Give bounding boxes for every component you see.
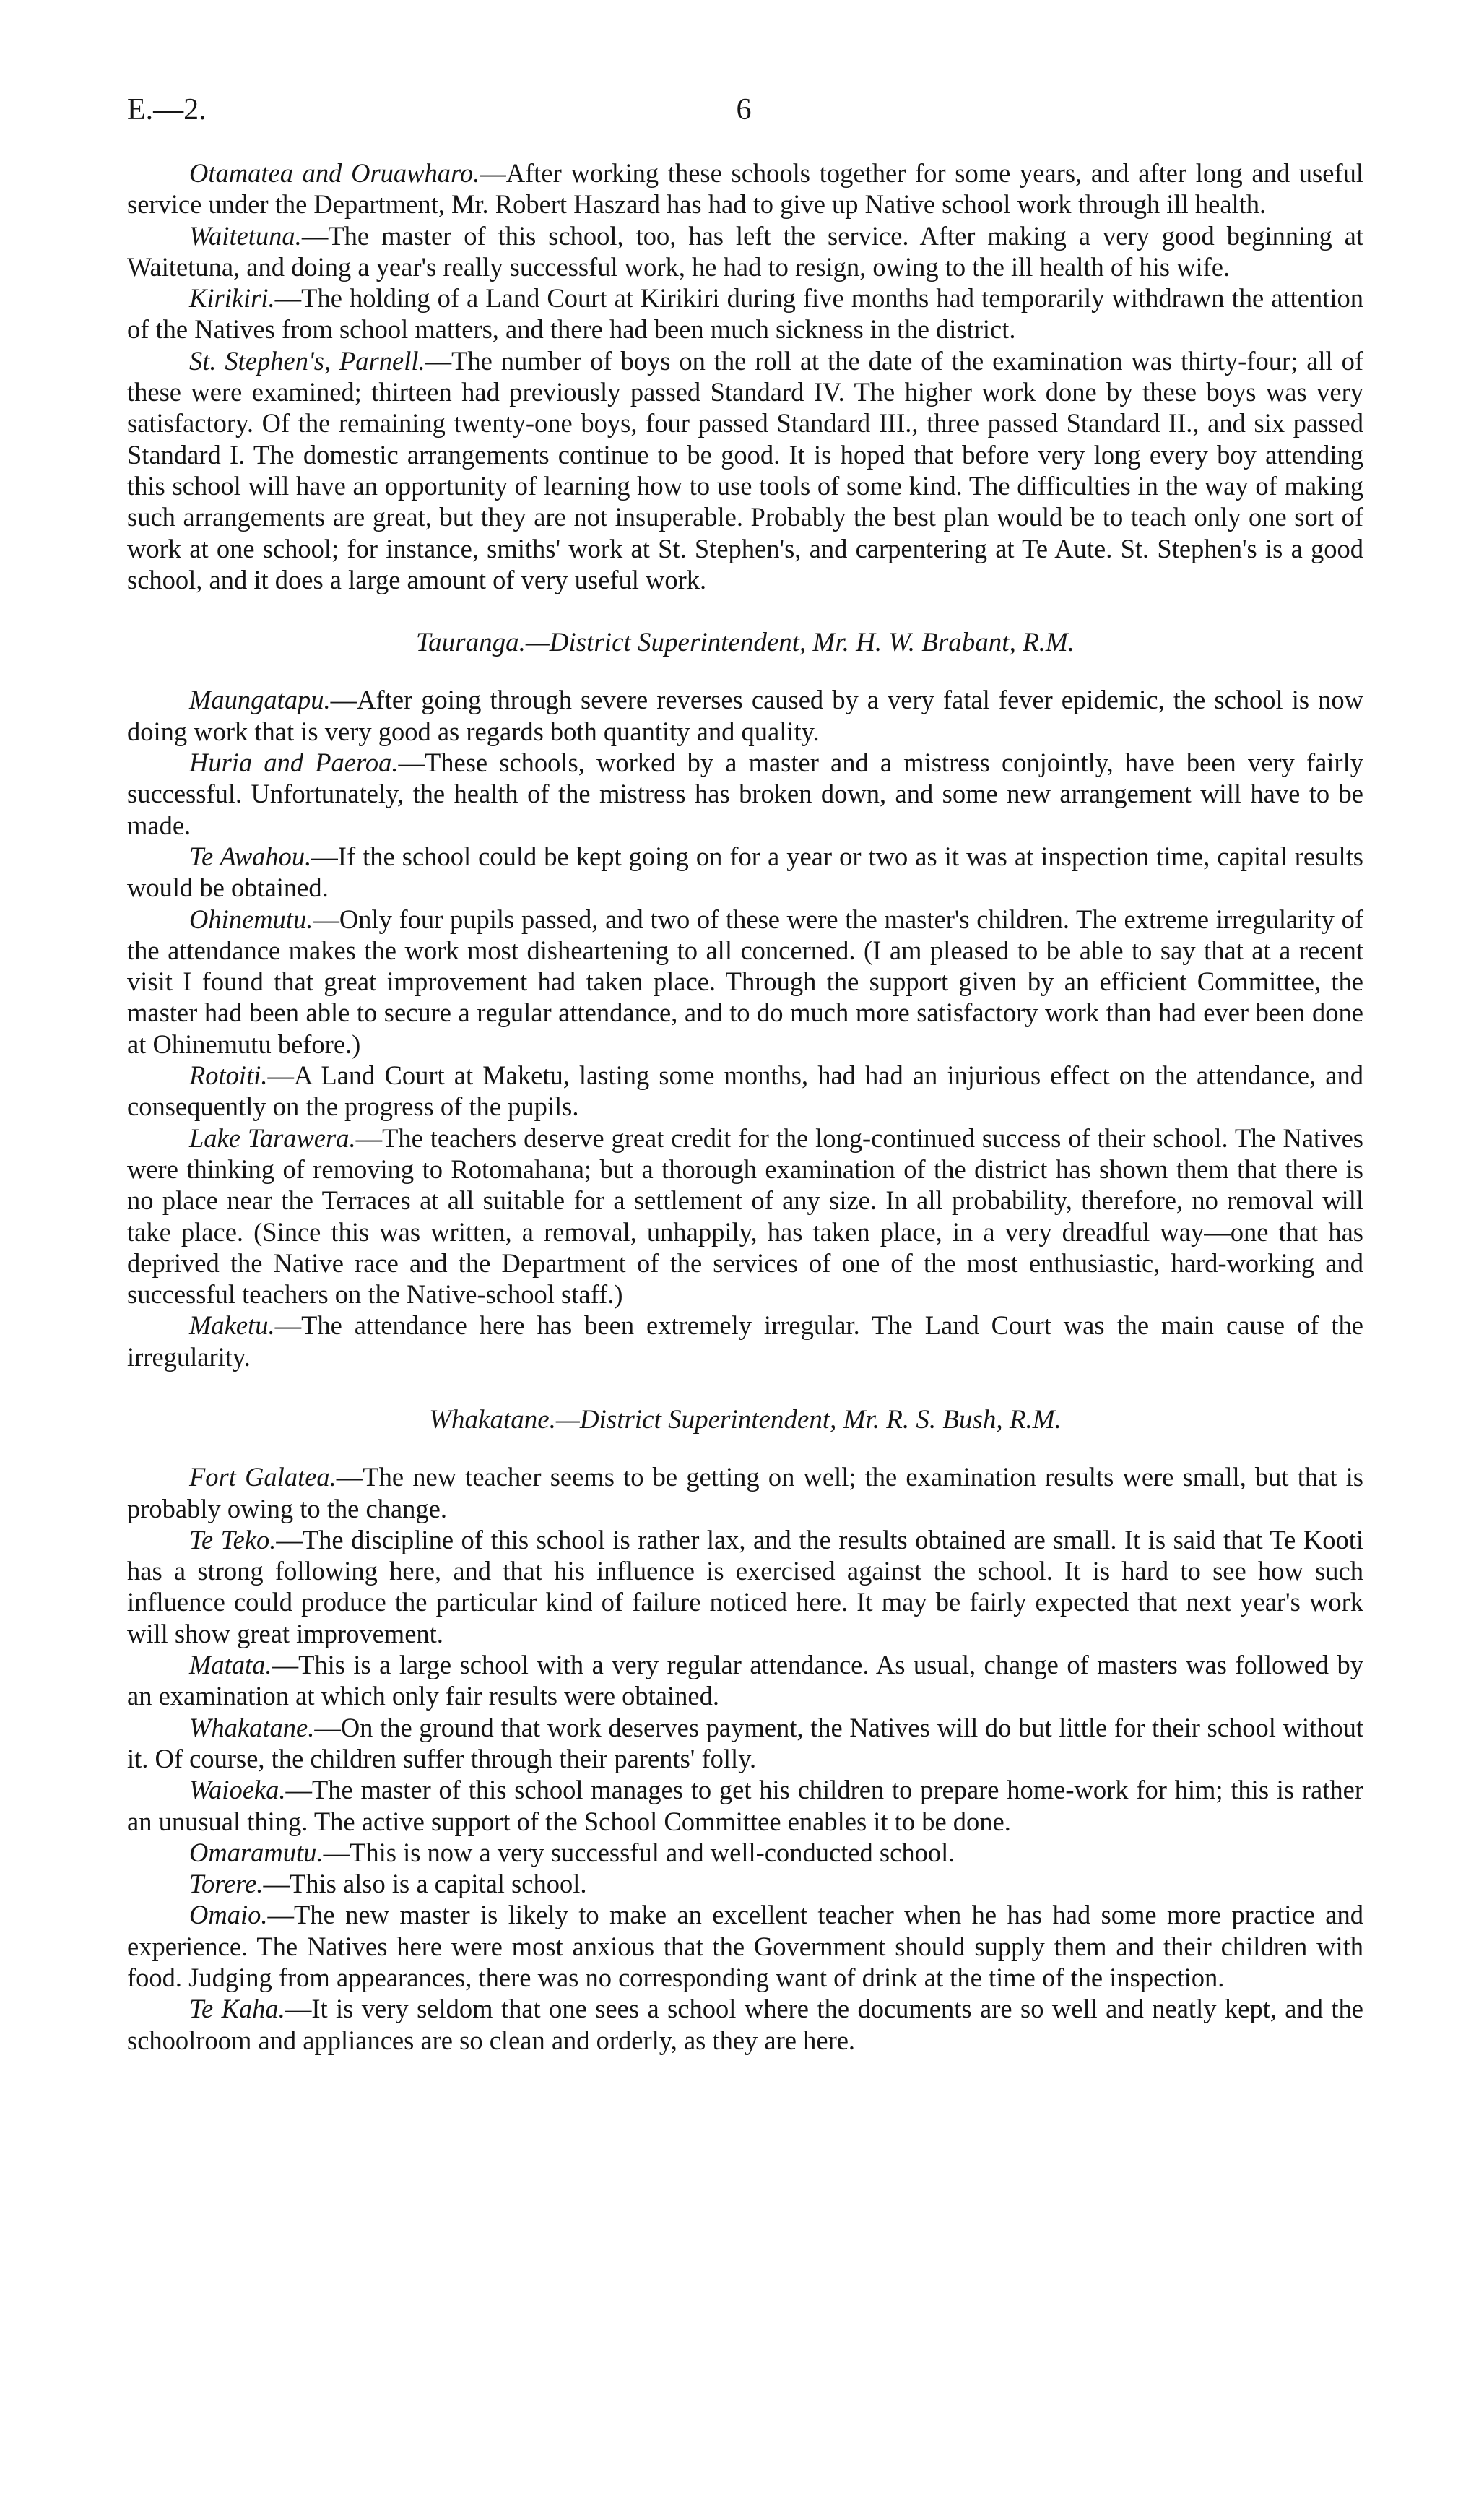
school-name: Ohinemutu.	[189, 904, 313, 934]
paragraph-text: —This also is a capital school.	[263, 1869, 587, 1899]
school-name: Omaio.	[189, 1900, 268, 1930]
paragraph	[127, 1060, 1363, 1123]
paragraph	[127, 1461, 1363, 1524]
paragraph	[127, 1993, 1363, 2056]
section-heading: Whakatane.—District Superintendent, Mr. R. S. Bush, R.M.	[429, 1404, 1062, 1435]
school-name: Whakatane.	[189, 1712, 315, 1742]
paragraph-text: —These schools, worked by a master and a mistress conjointly, have been very fairly successful. Unfortunately, the health of the mistress has broken down, and some new arrangement will have to be made.	[127, 748, 1363, 840]
paragraph	[127, 157, 1363, 220]
school-name: Maketu.	[189, 1310, 275, 1341]
paragraph	[127, 282, 1363, 345]
school-name: Waioeka.	[189, 1775, 286, 1805]
paragraph-text: —The new master is likely to make an excellent teacher when he has had some more practice and experience. The Natives here were most anxious that the Government should supply them and their children with food. Judging from appearances, there was no corresponding want of drink at the time of the inspection.	[127, 1900, 1363, 1993]
paragraph	[127, 1712, 1363, 1775]
section-tauranga	[127, 627, 1363, 1372]
school-name: Otamatea and Oruawharo.	[189, 158, 480, 188]
school-name: Torere.	[189, 1869, 264, 1899]
school-name: Huria and Paeroa.	[189, 748, 399, 778]
section-whakatane	[127, 1404, 1363, 2056]
paragraph-text: —The master of this school manages to get his children to prepare home-work for him; this is rather an unusual thing. The active support of the School Committee enables it to be done.	[127, 1775, 1363, 1836]
section-heading: Tauranga.—District Superintendent, Mr. H. W. Brabant, R.M.	[415, 628, 1075, 658]
paragraph-text: —This is a large school with a very regular attendance. As usual, change of masters was followed by an examination at which only fair results were obtained.	[127, 1650, 1363, 1711]
paragraph	[127, 684, 1363, 747]
school-name: Lake Tarawera.	[189, 1123, 356, 1153]
paragraph-text: —The new teacher seems to be getting on well; the examination results were small, but that is probably owing to the change.	[127, 1462, 1363, 1523]
paragraph-text: —Only four pupils passed, and two of these were the master's children. The extreme irregularity of the attendance makes the work most disheartening to all concerned. (I am pleased to be able to say that at a recent visit I found that great improvement had taken place. Through the support given by an efficient Committee, the master had been able to secure a regular attendance, and to do much more satisfactory work than had ever been done at Ohinemutu before.)	[127, 904, 1363, 1059]
paragraph	[127, 1310, 1363, 1372]
paragraph	[127, 1123, 1363, 1310]
school-name: Omaramutu.	[189, 1837, 324, 1867]
paragraph-text: —The master of this school, too, has left the service. After making a very good beginning at Waitetuna, and doing a year's really successful work, he had to resign, owing to the ill health of his wife.	[127, 220, 1363, 282]
paragraph	[127, 841, 1363, 904]
paragraph-text: —The discipline of this school is rather lax, and the results obtained are small. It is said that Te Kooti has a strong following here, and that his influence is exercised against the school. It is hard to see how such influence could produce the particular kind of failure noticed here. It may be fairly expected that next year's work will show great improvement.	[127, 1524, 1364, 1648]
school-name: St. Stephen's, Parnell.	[189, 345, 425, 376]
document-body	[127, 157, 1363, 2056]
paragraph	[127, 1774, 1363, 1837]
paragraph	[127, 904, 1363, 1060]
school-name: Fort Galatea.	[189, 1462, 337, 1492]
school-name: Waitetuna.	[189, 220, 302, 251]
paragraph-text: —This is now a very successful and well-conducted school.	[323, 1837, 955, 1867]
paragraph-text: —A Land Court at Maketu, lasting some months, had had an injurious effect on the attendance, and consequently on the progress of the pupils.	[127, 1060, 1363, 1122]
school-name: Te Kaha.	[189, 1994, 285, 2024]
paragraph	[127, 1837, 1363, 1868]
paragraph-text: —After working these schools together for some years, and after long and useful service under the Department, Mr. Robert Haszard has had to give up Native school work through ill health.	[127, 158, 1363, 220]
school-name: Te Teko.	[189, 1524, 277, 1554]
paragraph-text: —The number of boys on the roll at the date of the examination was thirty-four; all of these were examined; thirteen had previously passed Standard IV. The higher work done by these boys was very satisfactory. Of the remaining twenty-one boys, four passed Standard III., three passed Standard II., and six passed Standard I. The domestic arrangements continue to be good. It is hoped that before very long every boy attending this school will have an opportunity of learning how to use tools of some kind. The difficulties in the way of making such arrangements are great, but they are not insuperable. Probably the best plan would be to teach only one sort of work at one school; for instance, smiths' work at St. Stephen's, and carpentering at Te Aute. St. Stephen's is a good school, and it does a large amount of very useful work.	[127, 345, 1363, 594]
document-code: E.—2.	[127, 93, 207, 126]
school-name: Kirikiri.	[189, 283, 275, 314]
paragraph-text: —The teachers deserve great credit for the long-continued success of their school. The Natives were thinking of removing to Rotomahana; but a thorough examination of the district has shown them that there is no place near the Terraces at all suitable for a settlement of any size. In all probability, therefore, no removal will take place. (Since this was written, a removal, unhappily, has taken place, in a very dreadful way—one that has deprived the Native race and the Department of the services of one of the most enthusiastic, hard-working and successful teachers on the Native-school staff.)	[127, 1123, 1363, 1310]
paragraph	[127, 747, 1363, 841]
paragraph-text: —The attendance here has been extremely irregular. The Land Court was the main cause of the irregularity.	[127, 1310, 1363, 1372]
paragraph	[127, 345, 1363, 595]
paragraph	[127, 220, 1363, 283]
school-name: Maungatapu.	[189, 685, 331, 715]
school-name: Rotoiti.	[189, 1060, 268, 1091]
paragraph-text: —If the school could be kept going on for a year or two as it was at inspection time, capital results would be obtained.	[127, 841, 1364, 903]
paragraph	[127, 1899, 1363, 1993]
school-name: Matata.	[189, 1650, 272, 1680]
paragraph-text: —After going through severe reverses caused by a very fatal fever epidemic, the school is now doing work that is very good as regards both quantity and quality.	[127, 685, 1363, 746]
paragraph-text: —On the ground that work deserves payment, the Natives will do but little for their school without it. Of course, the children suffer through their parents' folly.	[127, 1712, 1363, 1773]
page-number: 6	[736, 93, 752, 126]
paragraph	[127, 1868, 1363, 1899]
paragraph	[127, 1524, 1363, 1649]
page-header	[0, 92, 1484, 136]
paragraph-text: —It is very seldom that one sees a school where the documents are so well and neatly kept, and the schoolroom and appliances are so clean and orderly, as they are here.	[127, 1994, 1364, 2055]
school-name: Te Awahou.	[189, 841, 312, 871]
section-auckland	[127, 157, 1363, 595]
paragraph-text: —The holding of a Land Court at Kirikiri during five months had temporarily withdrawn the attention of the Natives from school matters, and there had been much sickness in the district.	[127, 283, 1363, 345]
paragraph	[127, 1649, 1363, 1712]
